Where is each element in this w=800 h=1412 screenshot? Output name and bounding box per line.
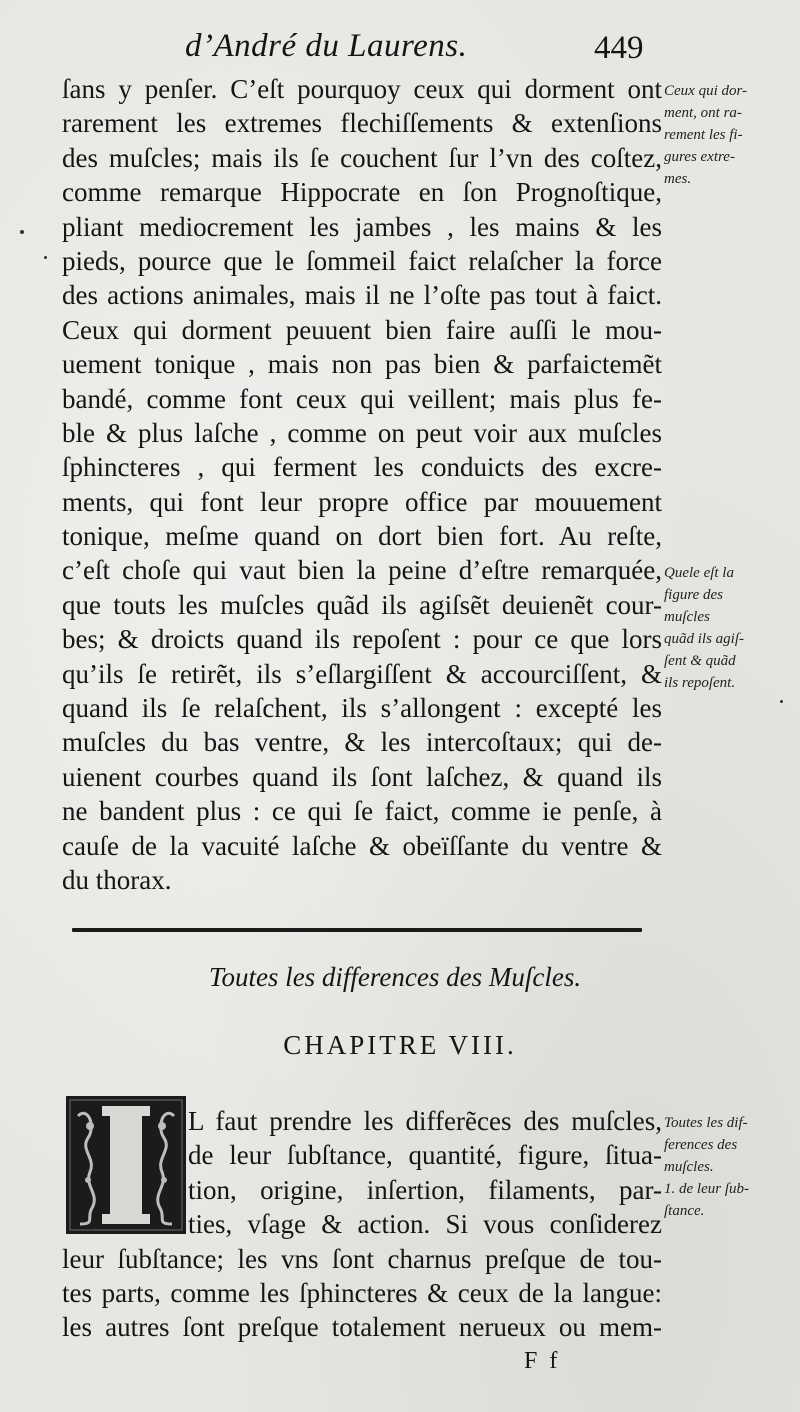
body-line: bes; & droicts quand ils repoſent : pour ce que lors: [62, 624, 662, 655]
chapter-line: les autres ſont preſque totalement nerueux ou mem-: [62, 1312, 662, 1343]
body-line: ments, qui font leur propre office par mouuement: [62, 486, 662, 517]
body-line: cauſe de la vacuité laſche & obeïſſante du ventre &: [62, 830, 662, 861]
margin-note-line: muſcles.: [664, 1159, 714, 1175]
body-line: pliant mediocrement les jambes , les mains & les: [62, 211, 662, 242]
margin-note-line: rement les fi-: [664, 127, 743, 143]
margin-note-line: gures extre-: [664, 149, 735, 165]
margin-note-line: quãd ils agiſ-: [664, 631, 745, 647]
section-title: [0, 962, 800, 993]
body-line: pieds, pource que le ſommeil faict relaſcher la force: [62, 245, 662, 276]
page-number: 449: [594, 30, 644, 66]
chapter-heading: CHAPITRE VIII.: [283, 1030, 517, 1060]
body-line: que touts les muſcles quãd ils agiſsẽt deuienẽt cour-: [62, 589, 662, 620]
body-line: bandé, comme font ceux qui veillent; mais plus fe-: [62, 383, 662, 414]
body-line: du thorax.: [62, 864, 172, 895]
chapter-line: ties, vſage & action. Si vous conſiderez: [188, 1209, 662, 1240]
body-line: uement tonique , mais non pas bien & parfaictemẽt: [62, 349, 662, 380]
paper-speck: [780, 700, 783, 703]
body-line: muſcles du bas ventre, & les intercoſtaux; qui de-: [62, 727, 662, 758]
body-line: ſphincteres , qui ferment les conduicts des excre-: [62, 452, 662, 483]
body-line: des muſcles; mais ils ſe couchent ſur l’vn des coſtez,: [62, 142, 662, 173]
margin-note-line: ſtance.: [664, 1203, 705, 1219]
margin-note-line: ſent & quãd: [664, 653, 736, 669]
chapter-line: leur ſubſtance; les vns ſont charnus preſque de tou-: [62, 1243, 662, 1274]
paper-speck: [20, 230, 24, 234]
body-line: ſans y penſer. C’eſt pourquoy ceux qui dorment ont: [62, 74, 662, 104]
body-line: uienent courbes quand ils ſont laſchez, & quand ils: [62, 761, 662, 792]
body-line: qu’ils ſe retirẽt, ils s’eſlargiſſent & accourciſſent, &: [62, 658, 662, 689]
section-title-text: Toutes les differences des Muſcles.: [208, 962, 582, 992]
body-line: des actions animales, mais il ne l’oſte pas tout à faict.: [62, 280, 662, 311]
body-text: [62, 72, 662, 897]
margin-note-line: ils repoſent.: [664, 675, 736, 691]
margin-note-line: Ceux qui dor-: [664, 83, 748, 99]
body-line: ble & plus laſche , comme on peut voir aux muſcles: [62, 417, 662, 448]
margin-note-line: mes.: [664, 171, 692, 187]
body-line: c’eſt choſe qui vaut bien la peine d’eſtre remarquée,: [62, 555, 662, 586]
margin-note-1: [664, 80, 796, 190]
margin-note-3: [664, 1112, 796, 1222]
section-divider-rule: [72, 928, 642, 932]
body-line: quand ils ſe relaſchent, ils s’allongent : excepté les: [62, 693, 662, 724]
chapter-line: L faut prendre les differẽces des muſcles,: [188, 1106, 662, 1136]
margin-note-line: Toutes les dif-: [664, 1115, 748, 1131]
chapter-line: tes parts, comme les ſphincteres & ceux de la langue:: [62, 1277, 662, 1308]
margin-note-line: ment, ont ra-: [664, 105, 742, 121]
body-line: ne bandent plus : ce qui ſe faict, comme ie penſe, à: [62, 796, 662, 827]
body-line: Ceux qui dorment peuuent bien faire auſſi le mou-: [62, 314, 662, 345]
margin-note-2: [664, 562, 796, 694]
chapter-line: tion, origine, inſertion, filaments, par-: [188, 1174, 662, 1205]
body-line: comme remarque Hippocrate en ſon Prognoſtique,: [62, 177, 662, 208]
margin-note-line: ferences des: [664, 1137, 738, 1153]
body-line: tonique, meſme quand on dort bien fort. Au reſte,: [62, 521, 662, 552]
body-line: rarement les extremes flechiſſements & extenſions: [62, 108, 662, 139]
margin-note-line: 1. de leur ſub-: [664, 1181, 749, 1197]
margin-note-line: figure des: [664, 587, 724, 603]
running-head: d’André du Laurens.: [185, 28, 468, 64]
chapter-text: [62, 1104, 662, 1345]
margin-note-line: Quele eſt la: [664, 565, 734, 581]
signature-mark: F f: [524, 1348, 561, 1374]
paper-speck: [44, 256, 47, 259]
margin-note-line: muſcles: [664, 609, 710, 625]
chapter-line: de leur ſubſtance, quantité, figure, ſitua-: [188, 1140, 662, 1171]
